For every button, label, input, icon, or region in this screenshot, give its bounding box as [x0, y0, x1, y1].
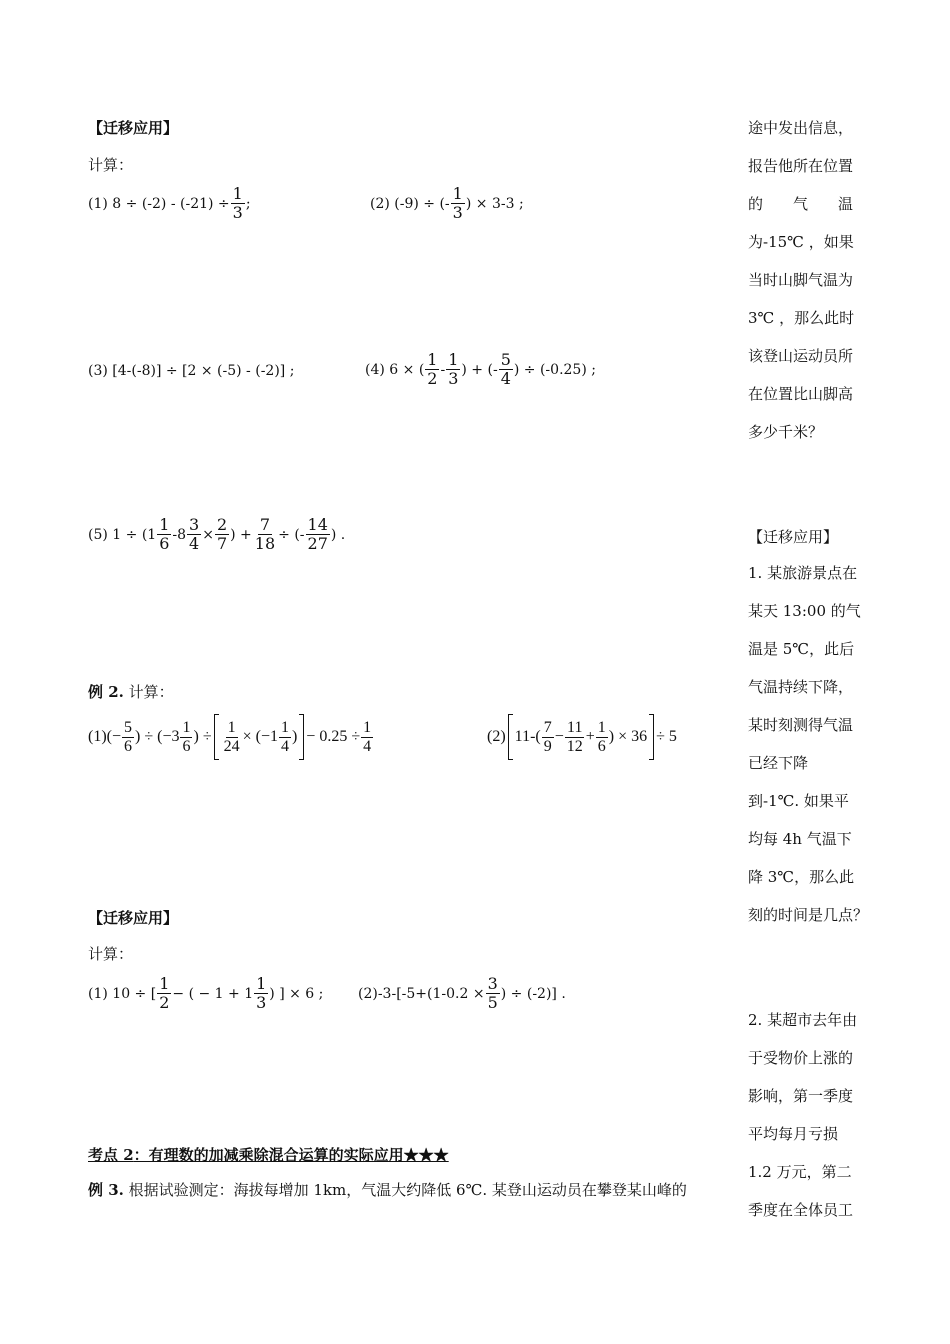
- section-intro-1: 计算：: [88, 156, 134, 174]
- denominator: 12: [566, 737, 583, 755]
- numerator: 14: [307, 515, 328, 534]
- side-line: 影响，第一季度: [748, 1087, 854, 1105]
- expr-part: 11-(: [514, 728, 541, 745]
- fraction: [596, 720, 608, 755]
- numerator: 1: [159, 515, 170, 534]
- denominator: 4: [363, 737, 372, 755]
- side-line: 已经下降: [748, 754, 809, 772]
- side-line: 该登山运动员所: [748, 347, 854, 365]
- expr-part: ×: [202, 526, 214, 543]
- fraction: [253, 517, 277, 552]
- fraction: [157, 976, 171, 1011]
- expr-part: ) .: [330, 526, 346, 543]
- denominator: 6: [182, 737, 191, 755]
- numerator: 3: [189, 515, 200, 534]
- expr-part: (2)-3-[-5+(1-0.2 ×: [358, 985, 485, 1002]
- numerator: 1: [159, 974, 170, 993]
- side-line: 某天 13:00 的气: [748, 602, 861, 620]
- fraction: [231, 186, 245, 221]
- fraction: [446, 352, 460, 387]
- side-line: 刻的时间是几点？: [748, 906, 869, 924]
- expr-part: ) ÷ (-0.25) ;: [513, 361, 596, 378]
- left-bracket: [508, 714, 513, 760]
- denominator: 4: [280, 737, 289, 755]
- fraction: [122, 720, 134, 755]
- side-line: 到-1℃. 如果平: [748, 792, 849, 810]
- side-line: 多少千米？: [748, 423, 824, 441]
- example-number: 例 3.: [88, 1181, 124, 1199]
- example-3: [88, 1180, 687, 1200]
- expr-part: (5) 1 ÷ (1: [88, 526, 157, 543]
- problem-2-1: [88, 976, 323, 1011]
- right-bracket: [299, 714, 304, 760]
- numerator: 1: [182, 718, 191, 736]
- numerator: 1: [452, 184, 463, 203]
- problem-1-3: [88, 363, 294, 379]
- denominator: 2: [159, 993, 170, 1012]
- denominator: 3: [256, 993, 267, 1012]
- expr-part: ;: [245, 195, 251, 212]
- side-line: 1. 某旅游景点在: [748, 564, 858, 582]
- fraction: [451, 186, 465, 221]
- denominator: 3: [448, 369, 459, 388]
- expr-part: ÷ (-: [278, 526, 305, 543]
- expr-part: ) + (-: [461, 361, 498, 378]
- side-column-text-1: [748, 118, 854, 460]
- key-point-title: ：有理数的加减乘除混合运算的实际应用★★★: [133, 1146, 449, 1164]
- example-2-problem-2: [487, 714, 677, 760]
- section-intro-2: 计算：: [88, 945, 134, 963]
- expr-part: ) ÷ (-2)] .: [500, 985, 566, 1002]
- side-column-text-3: [748, 1010, 857, 1238]
- example-text: 计算：: [123, 683, 174, 701]
- side-line: 在位置比山脚高: [748, 385, 854, 403]
- example-text: 根据试验测定：海拔每增加 1km，气温大约降低 6℃. 某登山运动员在攀登某山峰的: [123, 1181, 687, 1199]
- expr-part: − 0.25 ÷: [306, 728, 361, 745]
- expr-part: (1)(−: [88, 728, 122, 745]
- problem-1-5: [88, 517, 345, 552]
- expr-part: ) ÷: [193, 728, 212, 745]
- side-heading-transfer: 【迁移应用】: [748, 528, 839, 546]
- numerator: 1: [280, 718, 289, 736]
- numerator: 1: [448, 350, 459, 369]
- denominator: 24: [223, 737, 240, 755]
- expr-part: × (−1: [242, 728, 278, 745]
- expr-part: (1) 10 ÷ [: [88, 985, 157, 1002]
- expr-part: (3) [4-(-8)] ÷ [2 × (-5) - (-2)] ;: [88, 363, 295, 379]
- example-2-problem-1: [88, 714, 374, 760]
- expr-part: ) × 3-3 ;: [465, 195, 524, 212]
- expr-part: ) × 36: [608, 728, 648, 745]
- side-line: 于受物价上涨的: [748, 1049, 854, 1067]
- denominator: 6: [597, 737, 606, 755]
- left-bracket: [214, 714, 219, 760]
- fraction: [542, 720, 554, 755]
- side-line: 为-15℃ ，如果: [748, 233, 854, 251]
- side-line: 当时山脚气温为: [748, 271, 854, 289]
- problem-1-1: [88, 186, 251, 221]
- side-line: 降 3℃，那么此: [748, 868, 855, 886]
- side-line: 途中发出信息，: [748, 119, 854, 137]
- expr-part: -8: [172, 526, 187, 543]
- numerator: 1: [227, 718, 236, 736]
- numerator: 1: [363, 718, 372, 736]
- expr-part: ): [291, 728, 298, 745]
- numerator: 1: [232, 184, 243, 203]
- fraction: [279, 720, 291, 755]
- side-line: 某时刻测得气温: [748, 716, 854, 734]
- key-point-label: 考点 2: [88, 1146, 134, 1164]
- expr-part: -: [440, 361, 446, 378]
- expr-part: ) ] × 6 ;: [269, 985, 324, 1002]
- denominator: 6: [159, 534, 170, 553]
- fraction: [157, 517, 171, 552]
- numerator: 11: [567, 718, 583, 736]
- expr-part: (2): [487, 728, 506, 745]
- right-bracket: [649, 714, 654, 760]
- expr-part: − ( − 1 + 1: [172, 985, 254, 1002]
- numerator: 2: [216, 515, 228, 534]
- expr-part: ÷ 5: [656, 728, 677, 745]
- fraction: [187, 517, 201, 552]
- numerator: 7: [543, 718, 552, 736]
- numerator: 5: [124, 718, 133, 736]
- denominator: 18: [254, 534, 276, 553]
- expr-part: +: [585, 728, 595, 745]
- denominator: 9: [543, 737, 552, 755]
- numerator: 1: [427, 350, 438, 369]
- side-column-text-2: [748, 563, 868, 943]
- side-line: 平均每月亏损: [748, 1125, 839, 1143]
- numerator: 1: [256, 974, 267, 993]
- key-point-2-heading: [88, 1145, 449, 1165]
- expr-part: ) ÷ (−3: [135, 728, 180, 745]
- fraction: [565, 720, 585, 755]
- expr-part: (1) 8 ÷ (-2) - (-21) ÷: [88, 195, 230, 212]
- problem-1-2: [370, 186, 524, 221]
- numerator: 5: [500, 350, 511, 369]
- expr-part: (4) 6 × (: [365, 361, 425, 378]
- section-heading-transfer-2: 【迁移应用】: [88, 909, 179, 927]
- denominator: 4: [500, 369, 511, 388]
- problem-2-2: [358, 976, 566, 1011]
- side-line: 1.2 万元，第二: [748, 1163, 852, 1181]
- side-line: 气温持续下降，: [748, 678, 854, 696]
- fraction: [306, 517, 330, 552]
- denominator: 5: [487, 993, 498, 1012]
- section-heading-transfer-1: 【迁移应用】: [88, 119, 179, 137]
- side-line: 季度在全体员工: [748, 1201, 854, 1219]
- fraction: [180, 720, 192, 755]
- side-line: 3℃ ，那么此时: [748, 309, 855, 327]
- expr-part: (2) (-9) ÷ (-: [370, 195, 450, 212]
- problem-1-4: [365, 352, 596, 387]
- side-line: 均每 4h 气温下: [748, 830, 852, 848]
- fraction: [254, 976, 268, 1011]
- fraction: [361, 720, 373, 755]
- example-2-heading: [88, 682, 174, 702]
- denominator: 4: [189, 534, 200, 553]
- numerator: 1: [597, 718, 606, 736]
- fraction: [215, 517, 229, 552]
- example-number: 例 2.: [88, 683, 124, 701]
- expr-part: −: [554, 728, 564, 745]
- numerator: 7: [259, 515, 271, 534]
- fraction: [425, 352, 439, 387]
- denominator: 6: [124, 737, 133, 755]
- fraction: [486, 976, 500, 1011]
- numerator: 3: [487, 974, 498, 993]
- side-line: 报告他所在位置: [748, 157, 854, 175]
- denominator: 3: [232, 203, 243, 222]
- expr-part: ) +: [230, 526, 252, 543]
- denominator: 2: [427, 369, 438, 388]
- denominator: 7: [216, 534, 228, 553]
- denominator: 27: [307, 534, 328, 553]
- side-line: 温是 5℃，此后: [748, 640, 855, 658]
- fraction: [222, 720, 242, 755]
- denominator: 3: [452, 203, 463, 222]
- fraction: [499, 352, 513, 387]
- side-line: 的 气 温: [748, 195, 854, 213]
- side-line: 2. 某超市去年由: [748, 1011, 858, 1029]
